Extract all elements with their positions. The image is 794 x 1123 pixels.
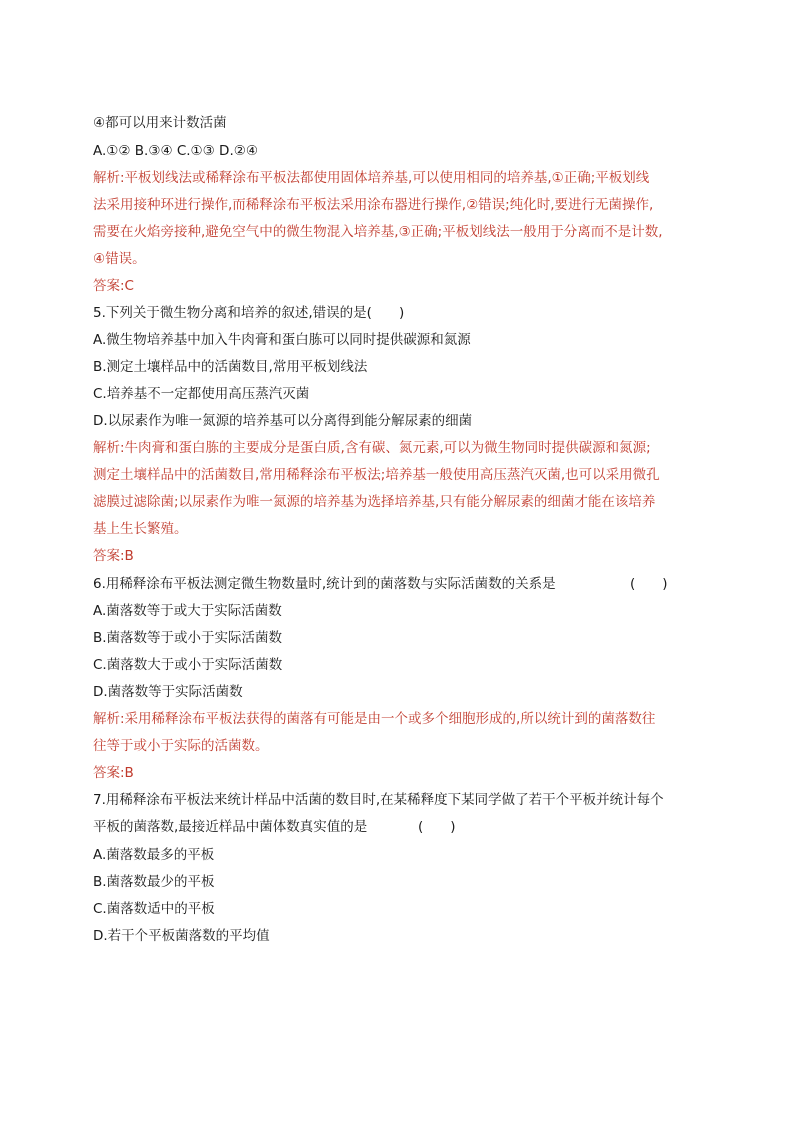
- q7-stem-line-2: 平板的菌落数,最接近样品中菌体数真实值的是: [93, 819, 368, 835]
- q5-option-a: A.微生物培养基中加入牛肉膏和蛋白胨可以同时提供碳源和氮源: [93, 332, 471, 348]
- q5-answer: 答案:B: [93, 548, 134, 564]
- q6-option-a: A.菌落数等于或大于实际活菌数: [93, 603, 282, 619]
- q4-choices: A.①② B.③④ C.①③ D.②④: [93, 143, 258, 159]
- q4-analysis-line-2: 法采用接种环进行操作,而稀释涂布平板法采用涂布器进行操作,②错误;纯化时,要进行无菌操作,: [93, 197, 654, 213]
- q5-option-d: D.以尿素作为唯一氮源的培养基可以分离得到能分解尿素的细菌: [93, 413, 473, 429]
- q5-analysis-line-1: 解析:牛肉膏和蛋白胨的主要成分是蛋白质,含有碳、氮元素,可以为微生物同时提供碳源和氮源;: [93, 440, 651, 456]
- q5-analysis-line-4: 基上生长繁殖。: [93, 521, 188, 537]
- q7-answer-blank: ( ): [418, 819, 456, 835]
- q4-analysis-line-4: ④错误。: [93, 251, 146, 267]
- q5-stem: 5.下列关于微生物分离和培养的叙述,错误的是( ): [93, 305, 405, 321]
- q4-analysis-line-1: 解析:平板划线法或稀释涂布平板法都使用固体培养基,可以使用相同的培养基,①正确;平板划线: [93, 170, 650, 186]
- q6-option-b: B.菌落数等于或小于实际活菌数: [93, 630, 283, 646]
- q7-option-b: B.菌落数最少的平板: [93, 874, 215, 890]
- q6-option-d: D.菌落数等于实际活菌数: [93, 684, 243, 700]
- q6-analysis-line-2: 往等于或小于实际的活菌数。: [93, 738, 269, 754]
- q5-analysis-line-2: 测定土壤样品中的活菌数目,常用稀释涂布平板法;培养基一般使用高压蒸汽灭菌,也可以采用微孔: [93, 467, 660, 483]
- q6-analysis-line-1: 解析:采用稀释涂布平板法获得的菌落有可能是由一个或多个细胞形成的,所以统计到的菌落数往: [93, 711, 656, 727]
- q5-option-b: B.测定土壤样品中的活菌数目,常用平板划线法: [93, 359, 368, 375]
- q4-answer: 答案:C: [93, 278, 134, 294]
- q7-option-a: A.菌落数最多的平板: [93, 847, 215, 863]
- q6-stem: 6.用稀释涂布平板法测定微生物数量时,统计到的菌落数与实际活菌数的关系是: [93, 576, 556, 592]
- q6-answer-blank: ( ): [630, 576, 668, 592]
- q6-answer: 答案:B: [93, 765, 134, 781]
- q4-analysis-line-3: 需要在火焰旁接种,避免空气中的微生物混入培养基,③正确;平板划线法一般用于分离而不是计数,: [93, 224, 663, 240]
- q4-option-4: ④都可以用来计数活菌: [93, 115, 227, 131]
- q6-option-c: C.菌落数大于或小于实际活菌数: [93, 657, 283, 673]
- q7-option-d: D.若干个平板菌落数的平均值: [93, 928, 270, 944]
- q7-stem-line-1: 7.用稀释涂布平板法来统计样品中活菌的数目时,在某稀释度下某同学做了若干个平板并统计每个: [93, 792, 664, 808]
- q5-analysis-line-3: 滤膜过滤除菌;以尿素作为唯一氮源的培养基为选择培养基,只有能分解尿素的细菌才能在该培养: [93, 494, 656, 510]
- q5-option-c: C.培养基不一定都使用高压蒸汽灭菌: [93, 386, 310, 402]
- q7-option-c: C.菌落数适中的平板: [93, 901, 215, 917]
